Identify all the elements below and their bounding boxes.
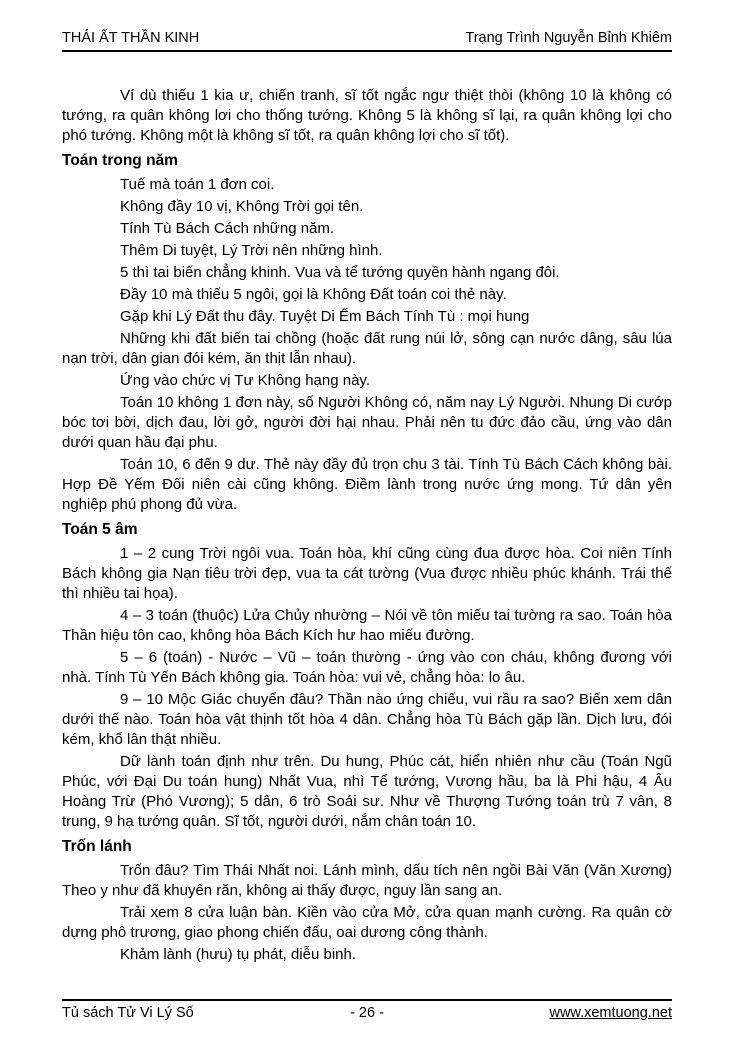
section-heading-toan-5-am: Toán 5 âm: [62, 521, 138, 538]
paragraph: Toán 10, 6 đến 9 dư. Thẻ này đầy đủ trọn chu 3 tài. Tính Tù Bách Cách không bài. Hợp Đề Yếm Đối niên cài cũng không. Điềm lành trong nước ứng mong. Tứ dân yên nghiệp phú phong đủ vừa.: [62, 456, 672, 513]
paragraph: Dữ lành toán định như trên. Du hung, Phúc cát, hiển nhiên như cầu (Toán Ngũ Phúc, với Đại Du toán hung) Nhất Vua, nhì Tể tướng, Vương hầu, ba là Phi hậu, 4 Âu Hoàng Trừ (Phó Vương); 5 dân, 6 trò Soái sư. Như về Thượng Tướng toán trù 7 vân, 8 trung, 9 hạ tướng quân. Sĩ tốt, người dưới, nắm chân toán 10.: [62, 753, 672, 830]
paragraph: 9 – 10 Mộc Giác chuyển đâu? Thần nào ứng chiếu, vui rầu ra sao? Biến xem dân dưới thế nào. Toán hòa vật thịnh tốt hòa 4 dân. Chẳng hòa Tù Bách gặp lần. Dịch lưu, đói kém, khổ lân thật nhiều.: [62, 691, 672, 748]
page-body: [62, 84, 672, 967]
section-heading-tron-lanh: Trốn lánh: [62, 838, 132, 855]
verse-line: Không đầy 10 vị, Không Trời gọi tên.: [120, 198, 364, 215]
page-footer: [62, 999, 672, 1021]
section-heading-toan-trong-nam: Toán trong năm: [62, 152, 178, 169]
footer-page-number: - 26 -: [350, 1005, 384, 1021]
page-header: [62, 30, 672, 52]
verse-line: 5 thì tai biến chẳng khinh. Vua và tể tướng quyền hành ngang đôi.: [120, 264, 560, 281]
header-book-title: THÁI ẤT THẦN KINH: [62, 30, 200, 46]
verse-line: Ứng vào chức vị Tư Không hạng này.: [120, 372, 370, 389]
paragraph: Toán 10 không 1 đơn này, số Người Không có, năm nay Lý Người. Nhung Di cướp bóc tơi bời, dịch đau, lời gở, người đời hại nhau. Phải nên tu đức đảo cầu, ứng vào dân dưới quan hầu đại phu.: [62, 394, 672, 451]
paragraph: 1 – 2 cung Trời ngôi vua. Toán hòa, khí cũng cùng đua được hòa. Coi niên Tính Bách không gia Nạn tiêu trời đẹp, vua ta cát tường (Vua được nhiều phúc khánh. Trái thế thì nhiều tai họa).: [62, 545, 672, 602]
header-author: Trạng Trình Nguyễn Bỉnh Khiêm: [465, 30, 672, 46]
paragraph: Trải xem 8 cửa luận bàn. Kiền vào cửa Mở, cửa quan mạnh cường. Ra quân cờ dựng phô trương, giao phong chiến đấu, oai dương công thành.: [62, 904, 672, 941]
paragraph: Trốn đâu? Tìm Thái Nhất noi. Lánh mình, dấu tích nên ngồi Bài Văn (Văn Xương) Theo y như đã khuyên răn, không ai thấy được, nguy lần sang an.: [62, 862, 672, 899]
paragraph: Những khi đất biến tai chồng (hoặc đất rung núi lở, sông cạn nước dâng, sâu lúa nạn trời, dân gian đói kém, ăn thịt lẫn nhau).: [62, 330, 672, 367]
verse-line: Khảm lành (hưu) tụ phát, diễu binh.: [120, 946, 357, 963]
footer-site-link[interactable]: www.xemtuong.net: [549, 1005, 672, 1021]
paragraph-intro: Ví dù thiếu 1 kia ư, chiến tranh, sĩ tốt ngắc ngư thiệt thòi (không 10 là không có tướng, ra quân không lơi cho thống tướng. Không 5 là không sĩ lại, ra quân không lợi cho phó tướng. Không một là không sĩ tốt, ra quân không lợi cho sĩ tốt).: [62, 87, 672, 144]
verse-line: Tuế mà toán 1 đơn coi.: [120, 176, 275, 193]
verse-line: Đầy 10 mà thiếu 5 ngôi, gọi là Không Đất toán coi thẻ này.: [120, 286, 507, 303]
verse-line: Thêm Di tuyệt, Lý Trời nên những hình.: [120, 242, 383, 259]
paragraph: 4 – 3 toán (thuộc) Lửa Chủy nhường – Nói về tôn miếu tai tường ra sao. Toán hòa Thần hiệu tôn cao, không hòa Bách Kích hư hao miếu đường.: [62, 607, 672, 644]
footer-series-title: Tủ sách Tử Vi Lý Số: [62, 1005, 194, 1021]
verse-line: Gặp khi Lý Đất thu đây. Tuyệt Di Ếm Bách Tính Tù : mọi hung: [120, 308, 530, 325]
paragraph: 5 – 6 (toán) - Nước – Vũ – toán thường - ứng vào con cháu, không đương với nhà. Tính Tù Yến Bách không gia. Toán hòa: vui vẻ, chẳng hòa: lo âu.: [62, 649, 672, 686]
verse-line: Tính Tù Bách Cách những năm.: [120, 220, 335, 237]
